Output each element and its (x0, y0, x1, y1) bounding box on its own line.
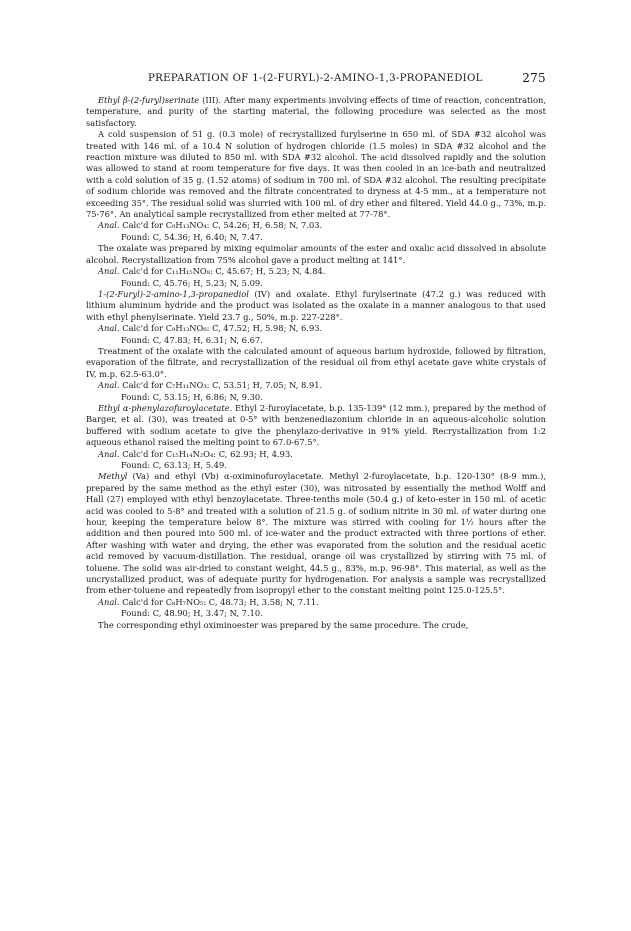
analysis-calc: Anal. Calc'd for C₇H₁₁NO₃: C, 53.51; H, 7.05; N, 8.91. (98, 380, 323, 391)
running-title: PREPARATION OF 1-(2-FURYL)-2-AMINO-1,3-PROPANEDIOL (148, 73, 483, 84)
analysis-label: Anal. (98, 220, 120, 231)
compound-heading: Methyl (98, 471, 128, 482)
paragraph-procedure: A cold suspension of 51 g. (0.3 mole) of recrystallized furylserine in 650 ml. of SDA #32 alcohol was treated with 146 ml. of a 10.4 N solution of hydrogen chloride (1.5 moles) in SDA #32 alcohol and the reaction mixture was diluted to 850 ml. with SDA #32 alcohol. The acid dissolved rapidly and the solution was allowed to stand at room temperature for five days. It was then cooled in an ice-bath and neutralized with a cold solution of 35 g. (1.52 atoms) of sodium in 700 ml. of SDA #32 alcohol. The resulting precipitate of sodium chloride was removed and the filtrate concentrated to dryness at 4-5 mm., at a temperature not exceeding 35°. The residual solid was slurried with 100 ml. of dry ether and filtered. Yield 44.0 g., 73%, m.p. 75-76°. An analytical sample recrystallized from ether melted at 77-78°. (86, 129, 546, 220)
article-body (86, 95, 546, 631)
analysis-label: Anal. (98, 323, 120, 334)
analysis-found: Found: C, 63.13; H, 5.49. (121, 460, 227, 470)
analysis-calc: Anal. Calc'd for C₉H₁₃NO₄: C, 54.26; H, 6.58; N, 7.03. (98, 220, 323, 231)
analysis-calc: Anal. Calc'd for C₈H₇NO₅: C, 48.73; H, 3.58; N, 7.11. (98, 596, 319, 607)
analysis-calc: Anal. Calc'd for C₉H₁₃NO₆: C, 47.52; H, 5.98; N, 6.93. (98, 323, 323, 334)
analysis-found: Found: C, 45.76; H, 5.23; N, 5.09. (121, 277, 263, 288)
running-header (86, 71, 546, 87)
paragraph-oxalate: The oxalate was prepared by mixing equimolar amounts of the ester and oxalic acid dissolved in absolute alcohol. Recrystallization from 75% alcohol gave a product melting at 141°. (86, 243, 546, 265)
paragraph-oximino: Methyl (Va) and ethyl (Vb) α-oximinofuroylacetate. Methyl 2-furoylacetate, b.p. 120-130° (8-9 mm.), prepared by the same method as the ethyl ester (30), was nitrosated by essentially the method Wolff and Hall (27) employed with ethyl benzoylacetate. Three-tenths mole (50.4 g.) of keto-ester in 150 ml. of acetic acid was cooled to 5-8° and treated with a solution of 21.5 g. of sodium nitrite in 30 ml. of water during one hour, keeping the temperature below 8°. The mixture was stirred with cooling for 1½ hours after the addition and then poured into 500 ml. of ice-water and the product extracted with three portions of ether. After washing with water and drying, the ether was evaporated from the solution and the residual acetic acid removed by vacuum-distillation. The residual, orange oil was crystallized by stirring with 75 ml. of toluene. The solid was air-dried to constant weight, 44.5 g., 83%, m.p. 96-98°. This material, as well as the uncrystallized product, was of adequate purity for hydrogenation. For analysis a sample was recrystallized from ether-toluene and repeatedly from isopropyl ether to the constant melting point 125.0-125.5°. (86, 471, 546, 596)
analysis-label: Anal. (98, 380, 120, 391)
paragraph-treatment: Treatment of the oxalate with the calculated amount of aqueous barium hydroxide, followed by filtration, evaporation of the filtrate, and recrystallization of the residual oil from ethyl acetate gave white crystals of IV, m.p. 62.5-63.0°. (86, 345, 546, 379)
paragraph-ethyl-oximinoester: The corresponding ethyl oximinoester was prepared by the same procedure. The crude, (98, 619, 469, 630)
paragraph-propanediol: 1-(2-Furyl)-2-amino-1,3-propanediol (IV) and oxalate. Ethyl furylserinate (47.2 g.) was reduced with lithium aluminum hydride and the product was isolated as the oxalate in a manner analogous to that used with ethyl phenylserinate. Yield 23.7 g., 50%, m.p. 227-228°. (86, 288, 546, 322)
analysis-calc: Anal. Calc'd for C₁₅H₁₄N₂O₄: C, 62.93; H, 4.93. (98, 448, 293, 459)
analysis-label: Anal. (98, 448, 120, 459)
page-number: 275 (522, 71, 546, 85)
analysis-label: Anal. (98, 596, 120, 607)
paragraph-ethyl-furylserinate: Ethyl β-(2-furyl)serinate (III). After many experiments involving effects of time of reaction, concentration, temperature, and purity of the starting material, the following procedure was selected as the most satisfactory. (86, 95, 546, 128)
analysis-found: Found: C, 48.90; H, 3.47; N, 7.10. (121, 608, 263, 619)
compound-heading: 1-(2-Furyl)-2-amino-1,3-propanediol (98, 288, 249, 299)
paragraph-phenylazo: Ethyl α-phenylazofuroylacetate. Ethyl 2-furoylacetate, b.p. 135-139° (12 mm.), prepared by the method of Barger, et al. (30), was treated at 0-5° with benzenediazonium chloride in an aqueous-alcoholic solution buffered with sodium acetate to give the phenylazo-derivative in 91% yield. Recrystallization from 1:2 aqueous ethanol raised the melting point to 67.0-67.5°. (86, 402, 546, 448)
analysis-label: Anal. (98, 266, 120, 277)
analysis-found: Found: C, 53.15; H, 6.86; N, 9.30. (121, 391, 263, 402)
compound-heading: Ethyl β-(2-furyl)serinate (98, 95, 200, 105)
analysis-found: Found: C, 47.83; H, 6.31; N, 6.67. (121, 334, 263, 345)
compound-heading: Ethyl α-phenylazofuroylacetate. (98, 402, 233, 413)
analysis-calc: Anal. Calc'd for C₁₁H₁₅NO₈: C, 45.67; H, 5.23; N, 4.84. (98, 266, 326, 277)
analysis-found: Found: C, 54.36; H, 6.40; N, 7.47. (121, 231, 263, 242)
